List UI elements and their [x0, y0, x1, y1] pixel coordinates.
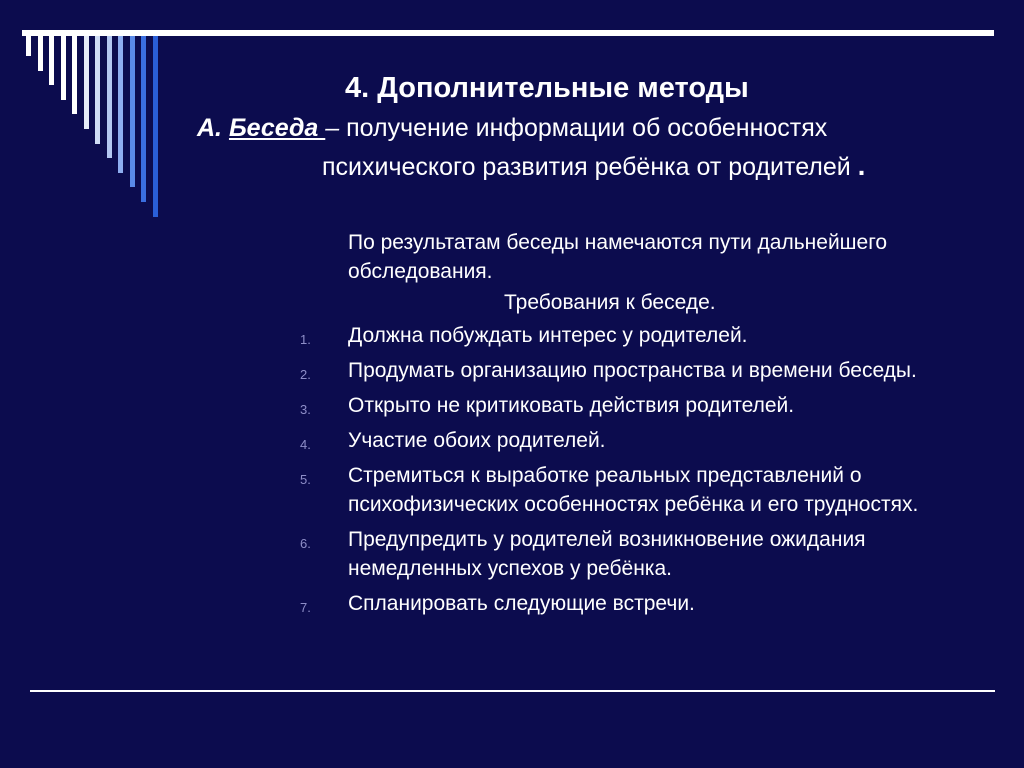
requirements-list [300, 321, 968, 618]
requirement-text: Спланировать следующие встречи. [348, 592, 695, 615]
requirement-number: 2. [300, 367, 311, 382]
requirement-number: 5. [300, 472, 311, 487]
requirement-text: Продумать организацию пространства и времени беседы. [348, 359, 917, 382]
subtitle-term: Беседа [228, 114, 326, 142]
decorative-stripe [107, 36, 112, 158]
subtitle-line-2 [197, 147, 977, 186]
subtitle-line-1 [197, 110, 977, 147]
slide-subtitle [197, 110, 977, 186]
requirement-number: 6. [300, 536, 311, 551]
requirement-text: Предупредить у родителей возникновение ожидания немедленных успехов у ребёнка. [348, 528, 866, 580]
decorative-stripe [153, 36, 158, 217]
decorative-stripe [130, 36, 135, 187]
decorative-stripe [26, 36, 31, 56]
requirement-number: 7. [300, 600, 311, 615]
bottom-rule [30, 690, 995, 692]
subtitle-letter: А. [197, 114, 222, 142]
requirement-item [300, 321, 968, 350]
requirement-item [300, 461, 968, 519]
subtitle-period: . [857, 150, 866, 181]
subtitle-line1-text: получение информации об особенностях [339, 114, 828, 142]
decorative-stripe [72, 36, 77, 114]
requirement-text: Участие обоих родителей. [348, 429, 606, 452]
requirement-text: Должна побуждать интерес у родителей. [348, 324, 748, 347]
decorative-stripe [141, 36, 146, 202]
requirements-heading: Требования к беседе. [504, 291, 716, 314]
decorative-stripe [38, 36, 43, 71]
requirement-item [300, 391, 968, 420]
requirement-number: 4. [300, 437, 311, 452]
slide-title: 4. Дополнительные методы [345, 72, 749, 104]
decorative-stripe [84, 36, 89, 129]
requirement-item [300, 426, 968, 455]
requirement-item [300, 525, 968, 583]
subtitle-dash: – [325, 114, 340, 142]
requirement-text: Открыто не критиковать действия родителей. [348, 394, 795, 417]
decorative-stripe [49, 36, 54, 85]
requirement-item [300, 589, 968, 618]
subtitle-line2-text: психического развития ребёнка от родителей [322, 153, 858, 181]
intro-text: По результатам беседы намечаются пути дальнейшего обследования. [348, 231, 888, 283]
requirement-number: 1. [300, 332, 311, 347]
decorative-stripes [0, 36, 180, 216]
decorative-stripe [118, 36, 123, 173]
requirement-number: 3. [300, 402, 311, 417]
decorative-stripe [61, 36, 66, 100]
decorative-stripe [95, 36, 100, 144]
slide-body [300, 228, 968, 624]
requirement-item [300, 356, 968, 385]
requirement-text: Стремиться к выработке реальных представлений о психофизических особенностях ребёнка и его трудностях. [348, 464, 919, 516]
